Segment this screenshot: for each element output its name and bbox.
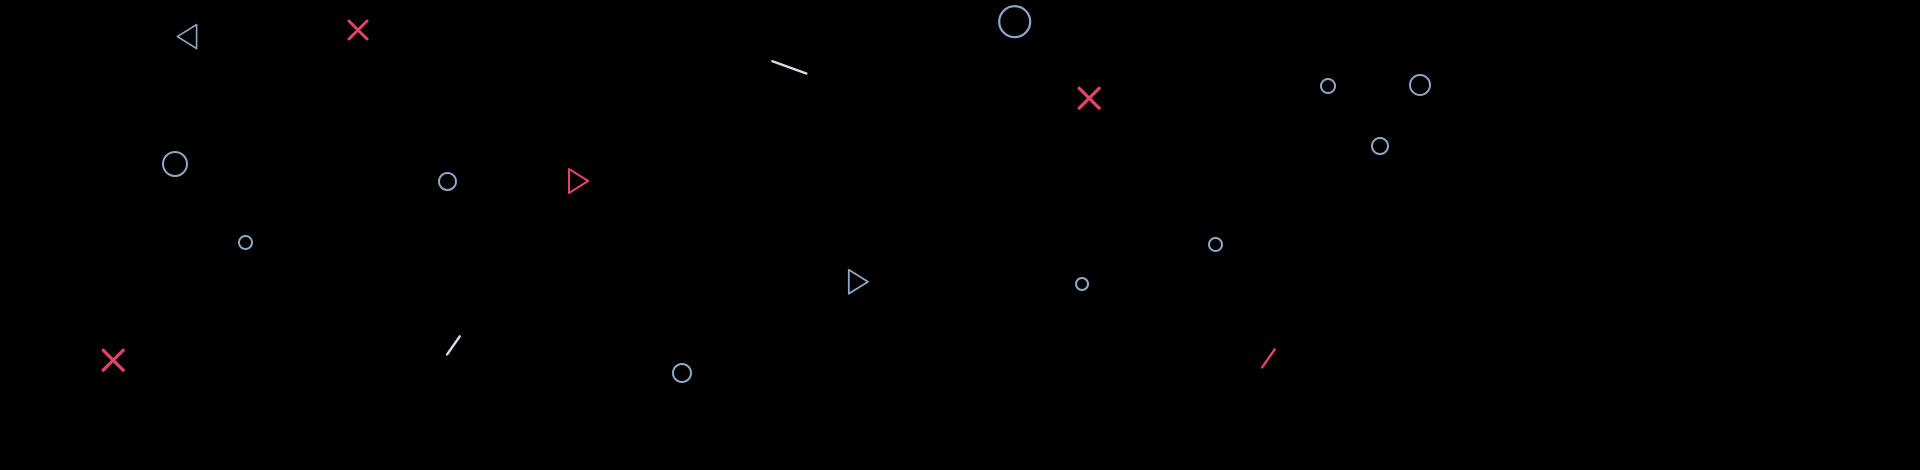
triangle-outline-left-top-icon — [172, 21, 203, 52]
circle-blue-small-far-right-icon — [1317, 75, 1339, 97]
circle-blue-right-lower-icon — [1368, 134, 1392, 158]
cross-pink-upper-right-icon — [1074, 83, 1104, 113]
cross-pink-top-left-icon — [344, 16, 372, 44]
circle-blue-small-right-mid-icon — [1205, 234, 1226, 255]
line-white-diagonal-bottom-icon — [432, 324, 475, 367]
circle-blue-medium-far-right-icon — [1406, 71, 1434, 99]
circle-blue-bottom-center-icon — [669, 360, 695, 386]
circle-blue-large-top-right-icon — [995, 2, 1034, 41]
circle-blue-mid-left-icon — [159, 148, 191, 180]
line-pink-bottom-right-icon — [1247, 337, 1290, 380]
triangle-pink-right-center-icon — [562, 165, 594, 197]
line-white-diagonal-top-icon — [760, 38, 817, 95]
circle-blue-center-left-icon — [435, 169, 460, 194]
triangle-blue-right-center-icon — [842, 266, 874, 298]
circle-blue-tiny-right-icon — [1072, 274, 1092, 294]
cross-pink-bottom-left-icon — [98, 345, 128, 375]
circle-blue-small-left-icon — [235, 232, 256, 253]
